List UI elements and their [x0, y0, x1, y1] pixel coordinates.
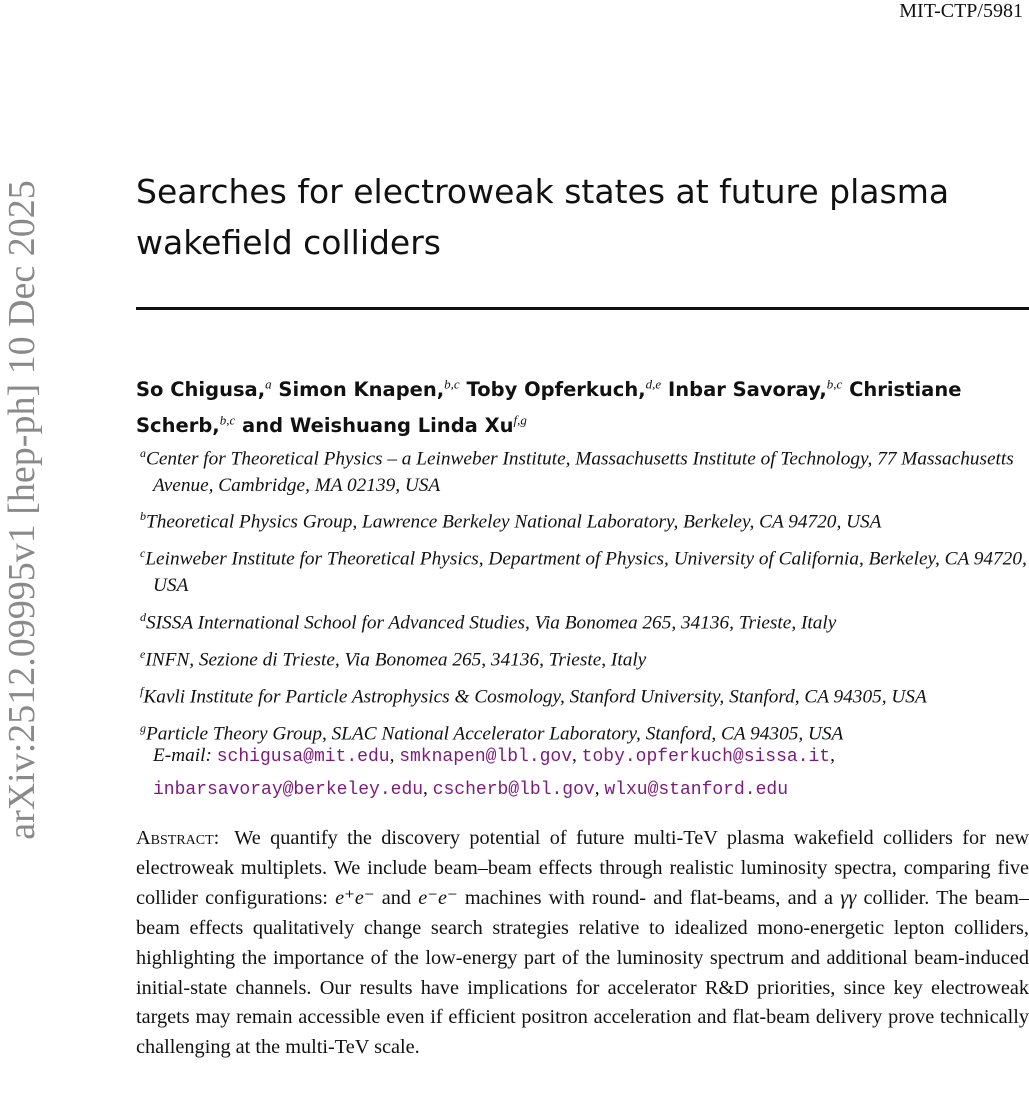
email-link[interactable]: inbarsavoray@berkeley.edu	[153, 780, 424, 800]
abstract	[136, 824, 1029, 1063]
author: So Chigusa,$^a$	[136, 376, 272, 401]
author: and Weishuang Linda Xu$^{f,g}$	[242, 412, 527, 437]
math: e⁻e⁻	[418, 886, 458, 909]
author: Simon Knapen,$^{b,c}$	[278, 376, 460, 401]
math: γγ	[840, 886, 857, 909]
abstract-text: We quantify the discovery potential of future multi-TeV plasma wakefield colliders for new electroweak multiplets. We include beam–beam effects through realistic luminosity spectra, comparing five collider configurations:	[136, 827, 1029, 909]
author-list	[136, 368, 1029, 441]
affiliation: $^e$INFN, Sezione di Trieste, Via Bonomea 265, 34136, Trieste, Italy	[140, 646, 647, 671]
abstract-text: machines with round- and flat-beams, and a	[457, 886, 841, 909]
affiliation: $^d$SISSA International School for Advanced Studies, Via Bonomea 265, 34136, Trieste, Italy	[140, 609, 837, 634]
email-link[interactable]: cscherb@lbl.gov	[432, 780, 595, 800]
report-number: MIT-CTP/5981	[899, 0, 1023, 22]
title-rule	[136, 307, 1029, 310]
arxiv-stamp[interactable]: arXiv:2512.09995v1 [hep-ph] 10 Dec 2025	[1, 180, 43, 840]
email-block: E-mail: schigusa@mit.edu, smknapen@lbl.gov, toby.opferkuch@sissa.it, inbarsavoray@berkeley.edu, cscherb@lbl.gov, wlxu@stanford.edu	[153, 745, 835, 800]
math: e⁺e⁻	[335, 886, 375, 909]
email-link[interactable]: smknapen@lbl.gov	[399, 747, 573, 767]
abstract-text: and	[374, 886, 419, 909]
affiliation: $^f$Kavli Institute for Particle Astrophysics & Cosmology, Stanford University, Stanford, CA 94305, USA	[140, 683, 927, 708]
email-label: E-mail:	[153, 745, 212, 766]
affiliation: $^g$Particle Theory Group, SLAC National Accelerator Laboratory, Stanford, CA 94305, USA	[140, 720, 844, 744]
author: Toby Opferkuch,$^{d,e}$	[466, 376, 662, 401]
affiliation: $^c$Leinweber Institute for Theoretical Physics, Department of Physics, University of California, Berkeley, CA 94720, USA	[140, 546, 1027, 597]
email-link[interactable]: schigusa@mit.edu	[216, 747, 390, 767]
affiliation-list	[140, 440, 1029, 751]
affiliation: $^b$Theoretical Physics Group, Lawrence Berkeley National Laboratory, Berkeley, CA 94720, USA	[140, 509, 882, 533]
affiliation: $^a$Center for Theoretical Physics – a Leinweber Institute, Massachusetts Institute of Technology, 77 Massachusetts Avenue, Cambridge, MA 02139, USA	[140, 446, 1014, 496]
paper-title: Searches for electroweak states at future plasma wakefield colliders	[136, 172, 950, 262]
abstract-label: Abstract:	[136, 827, 220, 849]
author: Inbar Savoray,$^{b,c}$	[667, 376, 843, 401]
email-link[interactable]: toby.opferkuch@sissa.it	[581, 747, 831, 767]
abstract-text: collider. The beam–beam effects qualitatively change search strategies relative to idealized mono-energetic lepton colliders, highlighting the importance of the low-energy part of the luminosity spectrum and additional beam-induced initial-state channels. Our results have implications for accelerator R&D priorities, since key electroweak targets may remain accessible even if efficient positron acceleration and flat-beam delivery prove technically challenging at the multi-TeV scale.	[136, 886, 1029, 1059]
author: Christiane Scherb,$^{b,c}$	[136, 377, 962, 437]
email-link[interactable]: wlxu@stanford.edu	[604, 780, 788, 800]
